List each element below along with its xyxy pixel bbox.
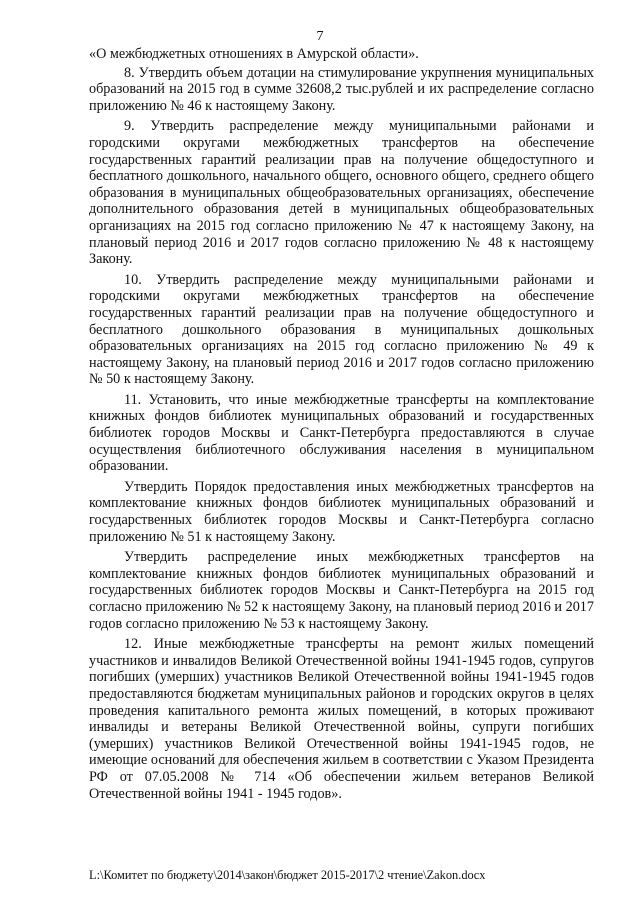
document-body	[89, 46, 594, 806]
paragraph-distribution: Утвердить распределение иных межбюджетных трансфертов на комплектование книжных фондов библиотек муниципальных образований и государственных библиотек городов Москвы и Санкт-Петербурга на 2015 год согласно приложению № 52 к настоящему Закону, на плановый период 2016 и 2017 годов согласно приложению № 53 к настоящему Закону.	[89, 549, 594, 632]
paragraph-item-12: 12. Иные межбюджетные трансферты на ремонт жилых помещений участников и инвалидов Великой Отечественной войны 1941-1945 годов, супругов погибших (умерших) участников Великой Отечественной войны 1941-1945 годов предоставляются бюджетам муниципальных районов и городских округов в целях проведения капитального ремонта жилых помещений, в которых проживают инвалиды и ветераны Великой Отечественной войны, супруги погибших (умерших) участников Великой Отечественной войны 1941-1945 годов, не имеющие оснований для обеспечения жильем в соответствии с Указом Президента РФ от 07.05.2008 № 714 «Об обеспечении жильем ветеранов Великой Отечественной войны 1941 - 1945 годов».	[89, 636, 594, 802]
paragraph-item-8: 8. Утвердить объем дотации на стимулирование укрупнения муниципальных образований на 2015 год в сумме 32608,2 тыс.рублей и их распределение согласно приложению № 46 к настоящему Закону.	[89, 64, 594, 114]
paragraph-item-10: 10. Утвердить распределение между муниципальными районами и городскими округами межбюджетных трансфертов на обеспечение государственных гарантий реализации прав на получение общедоступного и бесплатного дошкольного образования в муниципальных дошкольных образовательных организациях на 2015 год согласно приложению № 49 к настоящему Закону, на плановый период 2016 и 2017 годов согласно приложению № 50 к настоящему Закону.	[89, 271, 594, 388]
page-number: 7	[316, 29, 324, 44]
paragraph-procedure: Утвердить Порядок предоставления иных межбюджетных трансфертов на комплектование книжных фондов библиотек муниципальных образований и государственных библиотек городов Москвы и Санкт-Петербурга согласно приложению № 51 к настоящему Закону.	[89, 478, 594, 545]
paragraph-continuation: «О межбюджетных отношениях в Амурской области».	[89, 46, 419, 62]
paragraph-item-9: 9. Утвердить распределение между муниципальными районами и городскими округами межбюджетных трансфертов на обеспечение государственных гарантий реализации прав на получение общедоступного и бесплатного дошкольного, начального общего, основного общего, среднего общего образования в муниципальных общеобразовательных организациях, обеспечение дополнительного образования детей в муниципальных общеобразовательных организациях на 2015 год согласно приложению № 47 к настоящему Закону, на плановый период 2016 и 2017 годов согласно приложению № 48 к настоящему Закону.	[89, 118, 594, 268]
file-path-footer: L:\Комитет по бюджету\2014\закон\бюджет 2015-2017\2 чтение\Zakon.docx	[89, 868, 486, 882]
paragraph-item-11: 11. Установить, что иные межбюджетные трансферты на комплектование книжных фондов библиотек муниципальных образований и государственных библиотек городов Москвы и Санкт-Петербурга предоставляются в случае осуществления библиотечного обслуживания населения в муниципальном образовании.	[89, 391, 594, 475]
